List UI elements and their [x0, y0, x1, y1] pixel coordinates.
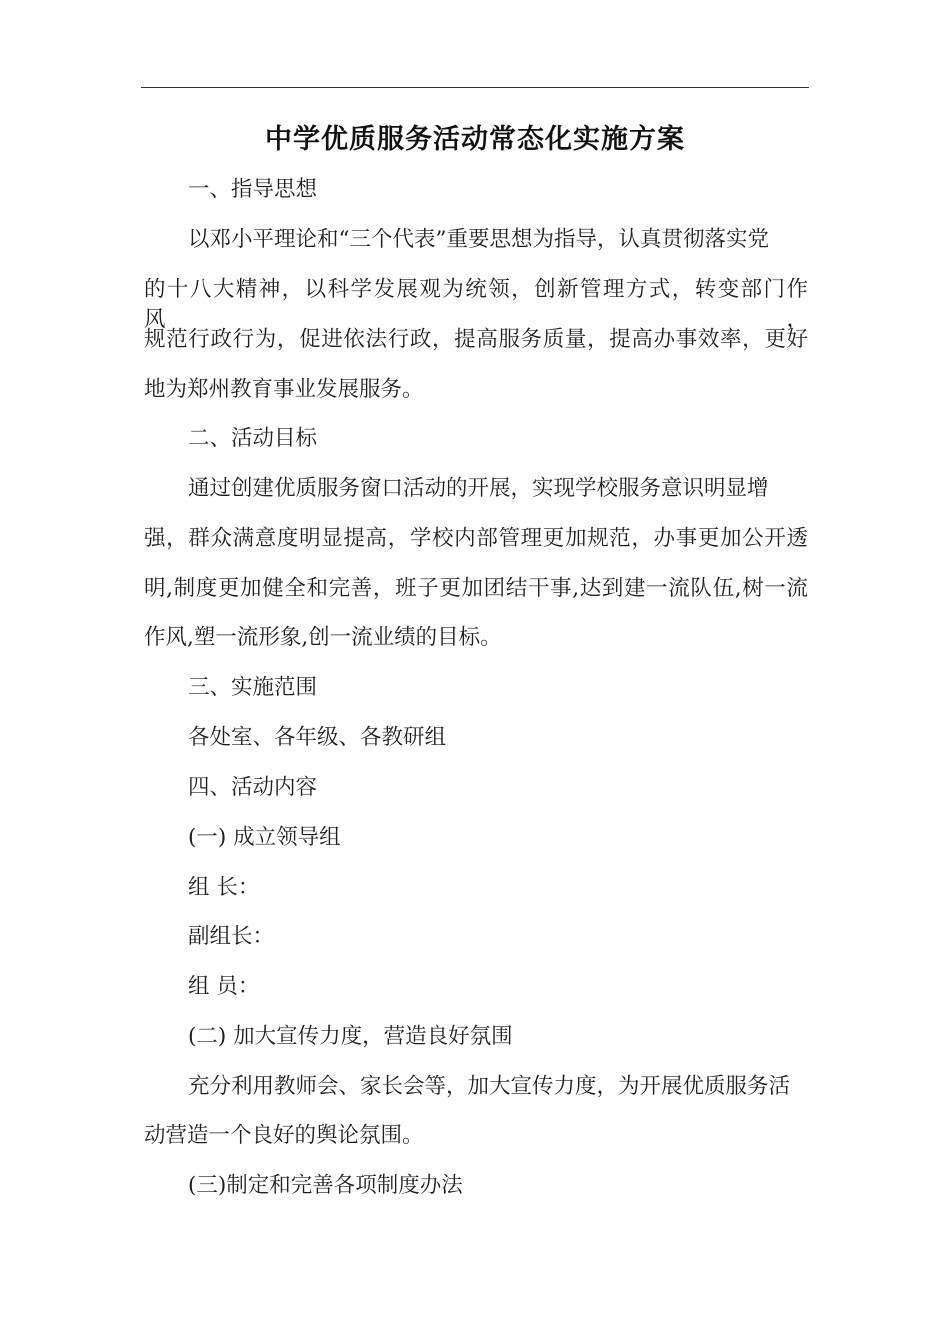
paragraph-line: 规范行政行为，促进依法行政，提高服务质量，提高办事效率，更好 — [144, 327, 808, 352]
paragraph-line: 作风,塑一流形象,创一流业绩的目标。 — [144, 625, 502, 650]
team-leader-line: 组 长： — [188, 875, 260, 900]
team-members-line: 组 员： — [188, 974, 260, 999]
paragraph-line: 以邓小平理论和“三个代表”重要思想为指导，认真贯彻落实党 — [188, 227, 769, 252]
paragraph-line: 通过创建优质服务窗口活动的开展，实现学校服务意识明显增 — [188, 476, 769, 501]
paragraph-line: 强，群众满意度明显提高，学校内部管理更加规范，办事更加公开透 — [144, 526, 808, 551]
deputy-leader-line: 副组长： — [188, 924, 275, 949]
document-title: 中学优质服务活动常态化实施方案 — [265, 124, 685, 155]
section-heading-guiding-ideology: 一、指导思想 — [188, 177, 318, 202]
header-rule — [141, 87, 809, 88]
paragraph-line: 的十八大精神，以科学发展观为统领，创新管理方式，转变部门作风， — [144, 277, 808, 332]
subsection-heading: (二) 加大宣传力度，营造良好氛围 — [188, 1024, 513, 1049]
section-heading-activity-content: 四、活动内容 — [188, 775, 318, 800]
section-heading-activity-goals: 二、活动目标 — [188, 426, 318, 451]
subsection-heading: (一) 成立领导组 — [188, 825, 341, 850]
subsection-heading: (三)制定和完善各项制度办法 — [188, 1173, 463, 1198]
paragraph-line: 地为郑州教育事业发展服务。 — [144, 377, 424, 402]
paragraph-line: 明,制度更加健全和完善，班子更加团结干事,达到建一流队伍,树一流 — [144, 576, 808, 601]
section-heading-scope: 三、实施范围 — [188, 675, 318, 700]
paragraph-line: 充分利用教师会、家长会等，加大宣传力度，为开展优质服务活 — [188, 1074, 791, 1099]
paragraph-line: 各处室、各年级、各教研组 — [188, 725, 447, 750]
paragraph-line: 动营造一个良好的舆论氛围。 — [144, 1123, 424, 1148]
